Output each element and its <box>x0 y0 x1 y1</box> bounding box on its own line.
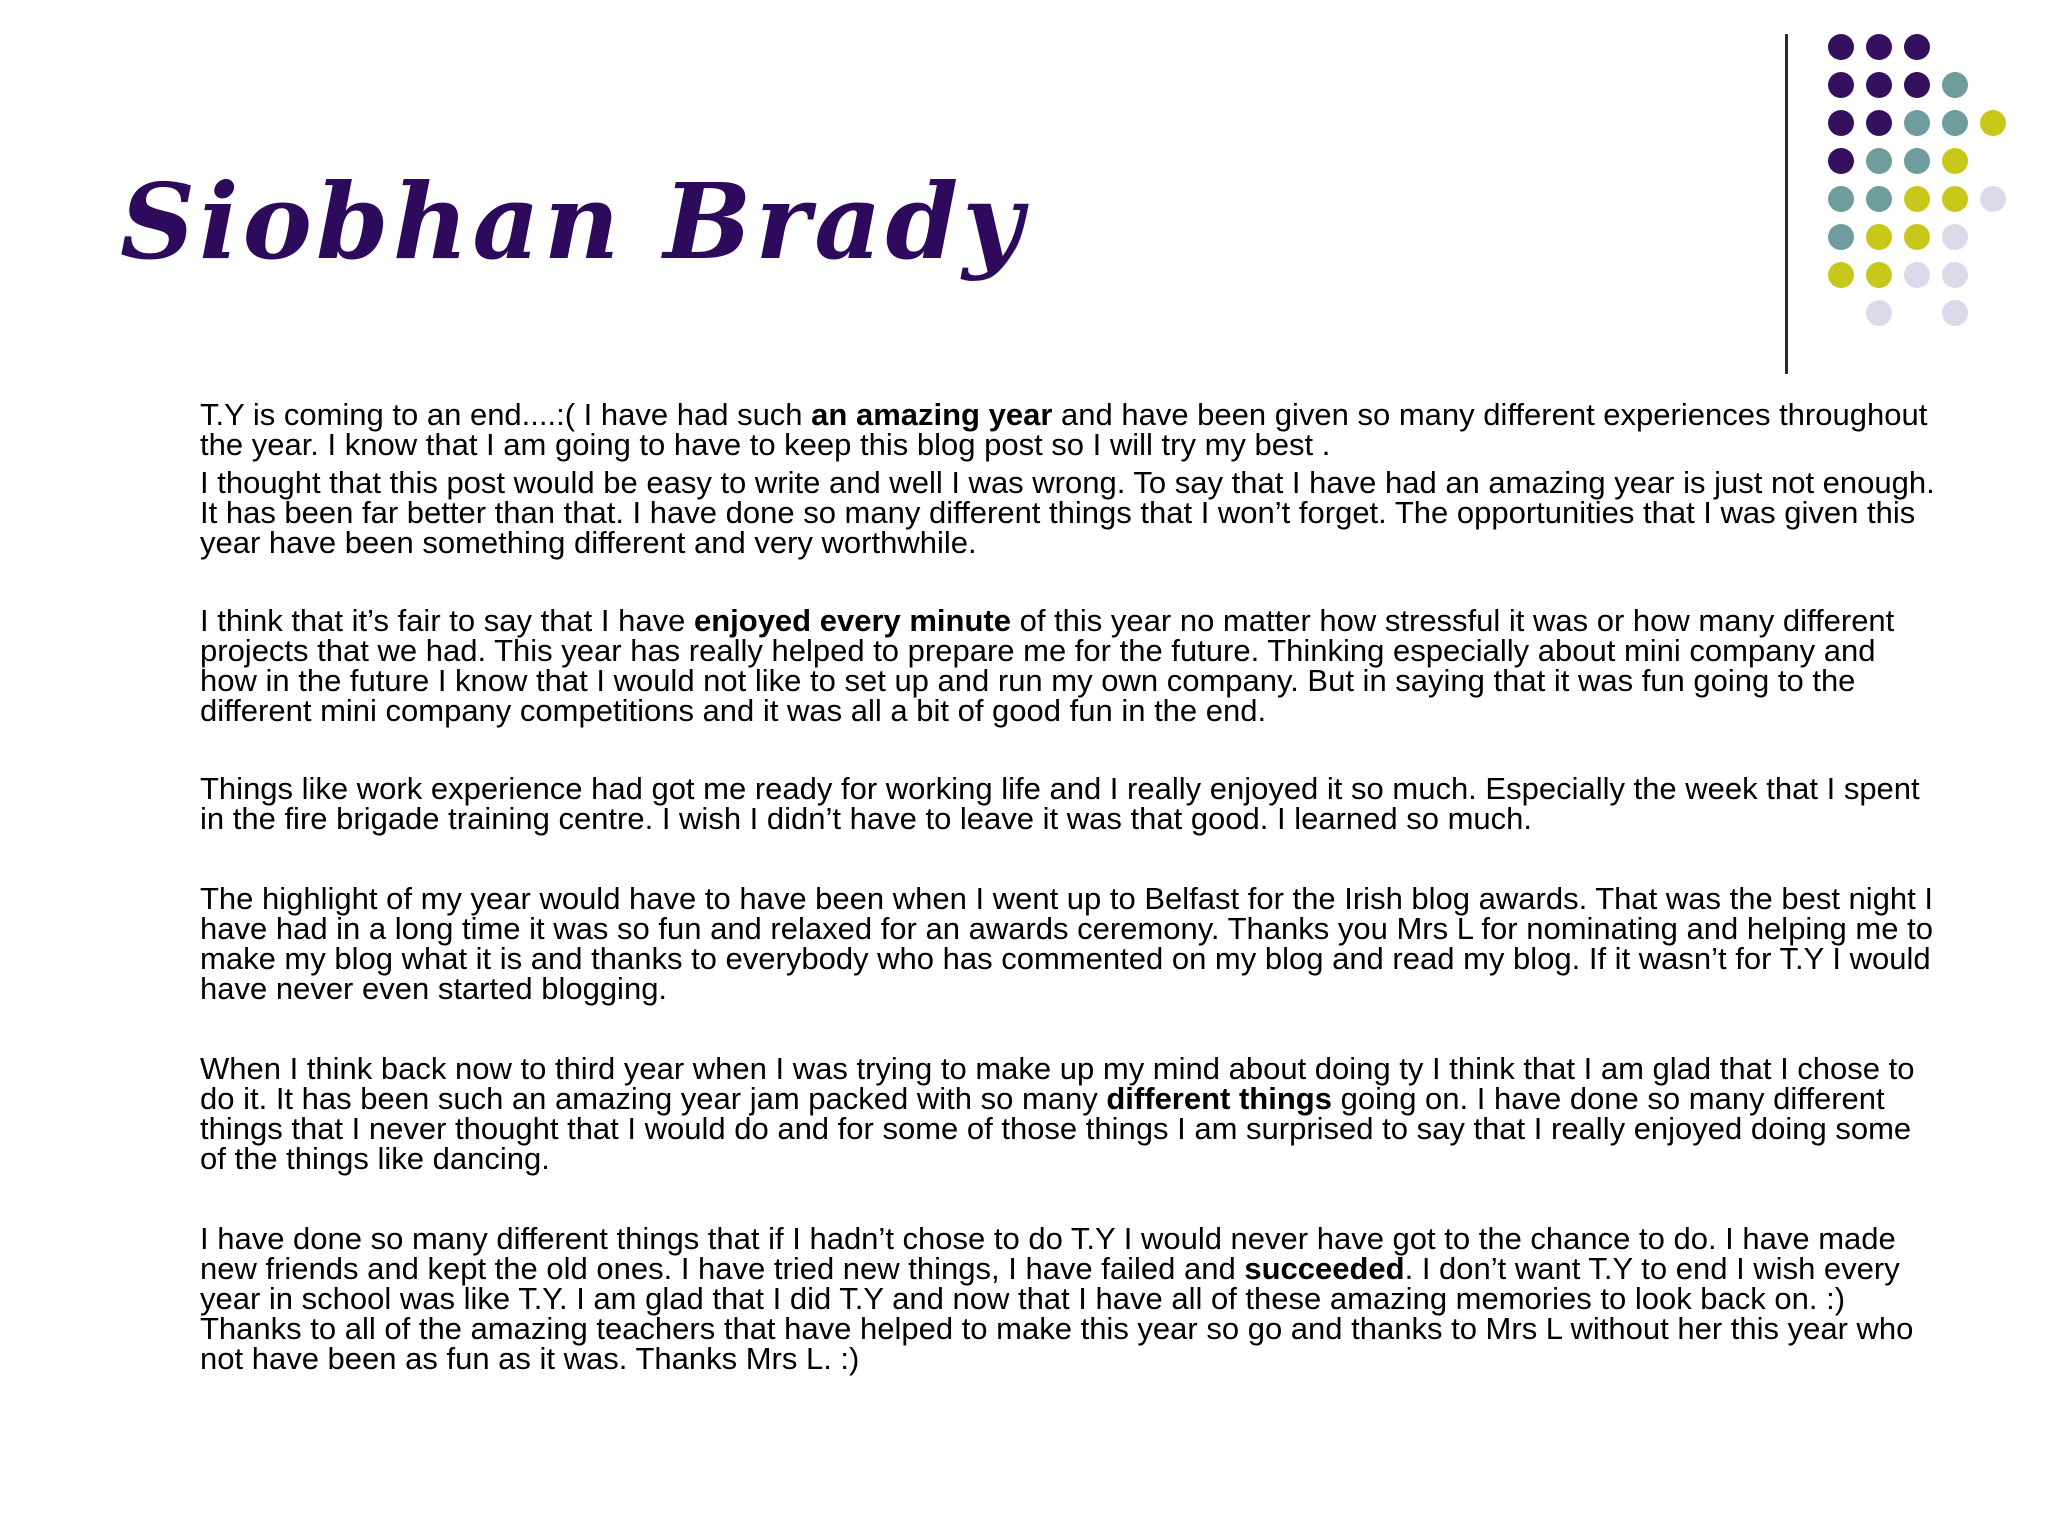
yellow-dot <box>1866 224 1892 250</box>
yellow-dot <box>1942 186 1968 212</box>
purple-dot <box>1828 34 1854 60</box>
paragraph-5: The highlight of my year would have to have been when I went up to Belfast for the Irish blog awards. That was the best night I have had in a long time it was so fun and relaxed for an awards ceremony. Thanks you Mrs L for nominating and helping me to make my blog what it is and thanks to everybody who has commented on my blog and read my blog. If it wasn’t for T.Y I would have never even started blogging. <box>200 881 1933 1006</box>
paragraph-6: When I think back now to third year when I was trying to make up my mind about doing ty I think that I am glad that I chose to do it. It has been such an amazing year jam packed with so many different things going on. I have done so many different things that I never thought that I would do and for some of those things I am surprised to say that I really enjoyed doing some of the things like dancing. <box>200 1051 1915 1176</box>
yellow-dot <box>1904 224 1930 250</box>
teal-dot <box>1904 110 1930 136</box>
lavender-dot <box>1942 262 1968 288</box>
slide-title: Siobhan Brady <box>120 160 1027 283</box>
teal-dot <box>1942 110 1968 136</box>
purple-dot <box>1828 110 1854 136</box>
paragraph-2: I thought that this post would be easy to write and well I was wrong. To say that I have had an amazing year is just not enough. It has been far better than that. I have done so many different things that I won’t forget. The opportunities that I was given this year have been something different and very worthwhile. <box>200 465 1935 560</box>
lavender-dot <box>1942 300 1968 326</box>
yellow-dot <box>1980 110 2006 136</box>
teal-dot <box>1866 148 1892 174</box>
yellow-dot <box>1866 262 1892 288</box>
paragraph-1: T.Y is coming to an end....:( I have had such an amazing year and have been given so many different experiences throughout the year. I know that I am going to have to keep this blog post so I will try my best . <box>200 397 1928 462</box>
paragraph-3: I think that it’s fair to say that I have enjoyed every minute of this year no matter how stressful it was or how many different projects that we had. This year has really helped to prepare me for the future. Thinking especially about mini company and how in the future I know that I would not like to set up and run my own company. But in saying that it was fun going to the different mini company competitions and it was all a bit of good fun in the end. <box>200 603 1895 728</box>
emphasis-text: an amazing year <box>811 397 1053 432</box>
purple-dot <box>1904 72 1930 98</box>
teal-dot <box>1866 186 1892 212</box>
emphasis-text: different things <box>1106 1081 1332 1116</box>
purple-dot <box>1828 148 1854 174</box>
emphasis-text: succeeded <box>1244 1251 1405 1286</box>
paragraph-4: Things like work experience had got me ready for working life and I really enjoyed it so much. Especially the week that I spent in the fire brigade training centre. I wish I didn’t have to leave it was that good. I learned so much. <box>200 771 1920 836</box>
purple-dot <box>1866 72 1892 98</box>
lavender-dot <box>1866 300 1892 326</box>
vertical-divider <box>1785 34 1788 374</box>
purple-dot <box>1866 110 1892 136</box>
teal-dot <box>1904 148 1930 174</box>
teal-dot <box>1828 224 1854 250</box>
yellow-dot <box>1828 262 1854 288</box>
purple-dot <box>1828 72 1854 98</box>
lavender-dot <box>1904 262 1930 288</box>
lavender-dot <box>1942 224 1968 250</box>
paragraph-7: I have done so many different things that if I hadn’t chose to do T.Y I would never have got to the chance to do. I have made new friends and kept the old ones. I have tried new things, I have failed and succeeded. I don’t want T.Y to end I wish every year in school was like T.Y. I am glad that I did T.Y and now that I have all of these amazing memories to look back on. :) Thanks to all of the amazing teachers that have helped to make this year so go and thanks to Mrs L without her this year who not have been as fun as it was. Thanks Mrs L. :) <box>200 1221 1914 1376</box>
purple-dot <box>1866 34 1892 60</box>
teal-dot <box>1942 72 1968 98</box>
yellow-dot <box>1904 186 1930 212</box>
yellow-dot <box>1942 148 1968 174</box>
blog-post-body <box>200 397 1940 1376</box>
purple-dot <box>1904 34 1930 60</box>
teal-dot <box>1828 186 1854 212</box>
lavender-dot <box>1980 186 2006 212</box>
emphasis-text: enjoyed every minute <box>693 603 1011 638</box>
